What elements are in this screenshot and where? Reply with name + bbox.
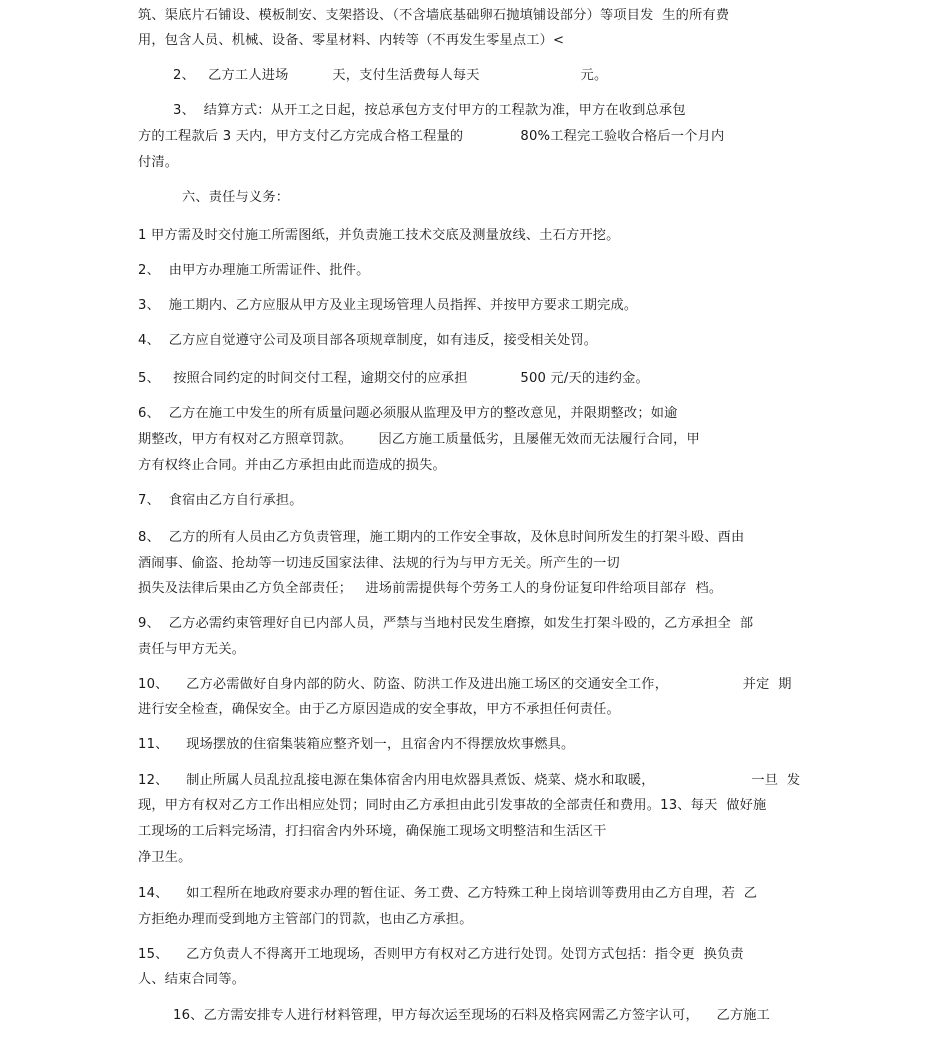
text-line: 3、 施工期内、乙方应服从甲方及业主现场管理人员指挥、并按甲方要求工期完成。 xyxy=(138,298,638,313)
text-line: 10、 乙方必需做好自身内部的防火、防盗、防洪工作及进出施工场区的交通安全工作， 并定 期 xyxy=(138,677,792,692)
text-line: 3、 结算方式：从开工之日起，按总承包方支付甲方的工程款为准，甲方在收到总承包 xyxy=(173,103,686,118)
text-line: 损失及法律后果由乙方负全部责任； 进场前需提供每个劳务工人的身份证复印件给项目部存 档。 xyxy=(138,581,723,596)
text-line: 1 甲方需及时交付施工所需图纸，并负责施工技术交底及测量放线、土石方开挖。 xyxy=(138,228,620,243)
text-line: 现，甲方有权对乙方工作出相应处罚；同时由乙方承担由此引发事故的全部责任和费用。13、每天 做好施 xyxy=(138,798,767,813)
text-line: 5、 按照合同约定的时间交付工程，逾期交付的应承担 500 元/天的违约金。 xyxy=(138,371,649,386)
text-line: 12、 制止所属人员乱拉乱接电源在集体宿舍内用电炊器具煮饭、烧菜、烧水和取暖， 一旦 发 xyxy=(138,773,801,788)
text-line: 责任与甲方无关。 xyxy=(138,642,246,657)
text-line: 方拒绝办理而受到地方主管部门的罚款，也由乙方承担。 xyxy=(138,912,473,927)
section-heading: 六、责任与义务： xyxy=(182,190,290,205)
text-line: 9、 乙方必需约束管理好自已内部人员，严禁与当地村民发生磨擦，如发生打架斗殴的，乙方承担全 部 xyxy=(138,616,754,631)
text-line: 净卫生。 xyxy=(138,850,192,865)
text-line: 4、 乙方应自觉遵守公司及项目部各项规章制度，如有违反，接受相关处罚。 xyxy=(138,333,598,348)
text-line: 8、 乙方的所有人员由乙方负责管理，施工期内的工作安全事故，及休息时间所发生的打架斗殴、酉由 xyxy=(138,530,745,545)
text-line: 14、 如工程所在地政府要求办理的暂住证、务工费、乙方特殊工种上岗培训等费用由乙方自理，若 乙 xyxy=(138,886,758,901)
text-line: 15、 乙方负责人不得离开工地现场，否则甲方有权对乙方进行处罚。处罚方式包括：指令更 换负责 xyxy=(138,947,744,962)
text-line: 16、乙方需安排专人进行材料管理，甲方每次运至现场的石料及格宾网需乙方签字认可， 乙方施工 xyxy=(173,1008,771,1023)
text-line: 付清。 xyxy=(138,155,179,170)
text-line: 6、 乙方在施工中发生的所有质量问题必须服从监理及甲方的整改意见，并限期整改；如逾 xyxy=(138,406,678,421)
text-line: 用，包含人员、机械、设备、零星材料、内转等（不再发生零星点工）< xyxy=(138,33,565,48)
text-line: 2、 由甲方办理施工所需证件、批件。 xyxy=(138,263,370,278)
text-line: 11、 现场摆放的住宿集装箱应整齐划一，且宿舍内不得摆放炊事燃具。 xyxy=(138,737,575,752)
text-line: 工现场的工后料完场清，打扫宿舍内外环境，确保施工现场文明整洁和生活区干 xyxy=(138,824,607,839)
text-line: 方的工程款后 3 天内，甲方支付乙方完成合格工程量的 80%工程完工验收合格后一个月内 xyxy=(138,129,725,144)
text-line: 筑、渠底片石铺设、模板制安、支架搭设、（不含墙底基础卵石抛填铺设部分）等项目发 生的所有费 xyxy=(138,8,730,23)
text-line: 酒闹事、偷盗、抢劫等一切违反国家法律、法规的行为与甲方无关。所产生的一切 xyxy=(138,556,620,571)
text-line: 2、 乙方工人进场 天，支付生活费每人每天 元。 xyxy=(173,68,608,83)
text-line: 期整改，甲方有权对乙方照章罚款。 因乙方施工质量低劣，且屡催无效而无法履行合同，甲 xyxy=(138,432,700,447)
text-line: 方有权终止合同。并由乙方承担由此而造成的损失。 xyxy=(138,458,446,473)
text-line: 进行安全检查，确保安全。由于乙方原因造成的安全事故，甲方不承担任何责任。 xyxy=(138,702,620,717)
text-line: 人、结束合同等。 xyxy=(138,972,246,987)
text-line: 7、 食宿由乙方自行承担。 xyxy=(138,493,303,508)
